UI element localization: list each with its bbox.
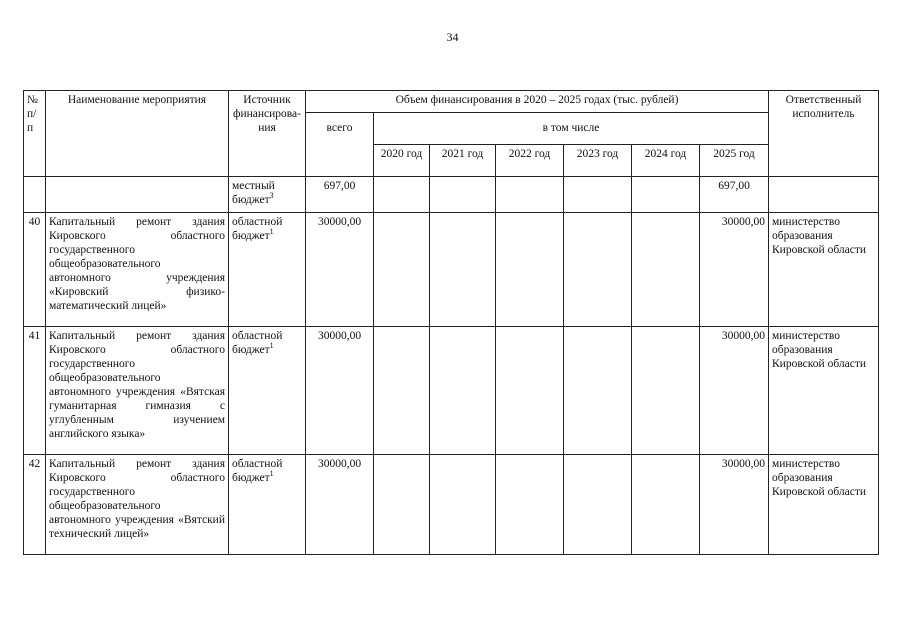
row-y2024: [632, 213, 700, 327]
row-y2020: [374, 177, 430, 213]
row-y2022: [496, 455, 564, 555]
row-num: 40: [24, 213, 46, 327]
header-row-1: [24, 91, 879, 113]
row-num: 42: [24, 455, 46, 555]
row-y2021: [430, 455, 496, 555]
header-year-2022: 2022 год: [496, 145, 564, 177]
row-y2024: [632, 455, 700, 555]
row-y2025: 697,00: [700, 177, 769, 213]
row-y2024: [632, 177, 700, 213]
row-total: 30000,00: [306, 213, 374, 327]
row-total: 30000,00: [306, 327, 374, 455]
header-name: Наименование мероприятия: [46, 91, 229, 177]
header-total: всего: [306, 113, 374, 177]
page-number: 34: [446, 30, 459, 44]
row-name: Капитальный ремонт здания Кировского областного государственного общеобразовательного автономного учреждения «Вятская гуманитарная гимназия с углубленным изучением английского языка»: [46, 327, 229, 455]
financing-table: [23, 90, 879, 555]
row-source: областной бюджет$^1$: [229, 327, 306, 455]
row-num: [24, 177, 46, 213]
row-y2025: 30000,00: [700, 455, 769, 555]
row-y2023: [564, 327, 632, 455]
row-num: 41: [24, 327, 46, 455]
row-source: областной бюджет$^1$: [229, 213, 306, 327]
row-y2024: [632, 327, 700, 455]
row-y2020: [374, 455, 430, 555]
row-y2022: [496, 327, 564, 455]
row-y2020: [374, 327, 430, 455]
header-year-2021: 2021 год: [430, 145, 496, 177]
table-row: [24, 177, 879, 213]
row-y2023: [564, 213, 632, 327]
row-y2022: [496, 213, 564, 327]
header-year-2020: 2020 год: [374, 145, 430, 177]
row-y2025: 30000,00: [700, 327, 769, 455]
header-num: № п/п: [24, 91, 46, 177]
row-source: областной бюджет$^1$: [229, 455, 306, 555]
header-including: в том числе: [374, 113, 769, 145]
header-funding: Объем финансирования в 2020 – 2025 годах (тыс. рублей): [306, 91, 769, 113]
row-responsible: министерство образования Кировской области: [769, 213, 879, 327]
header-responsible: Ответственный исполнитель: [769, 91, 879, 177]
row-name: Капитальный ремонт здания Кировского областного государственного общеобразовательного автономного учреждения «Вятский технический лицей»: [46, 455, 229, 555]
header-year-2024: 2024 год: [632, 145, 700, 177]
row-y2025: 30000,00: [700, 213, 769, 327]
header-year-2023: 2023 год: [564, 145, 632, 177]
row-name: [46, 177, 229, 213]
row-y2022: [496, 177, 564, 213]
table-row: [24, 327, 879, 455]
row-y2021: [430, 177, 496, 213]
row-source: местный бюджет$^3$: [229, 177, 306, 213]
row-name: Капитальный ремонт здания Кировского областного государственного общеобразовательного автономного учреждения «Кировский физико-математический лицей»: [46, 213, 229, 327]
row-y2023: [564, 177, 632, 213]
row-y2021: [430, 327, 496, 455]
table-row: [24, 213, 879, 327]
row-y2020: [374, 213, 430, 327]
row-total: 30000,00: [306, 455, 374, 555]
header-source: Источник финансирова-ния: [229, 91, 306, 177]
table-row: [24, 455, 879, 555]
row-responsible: министерство образования Кировской области: [769, 327, 879, 455]
row-y2021: [430, 213, 496, 327]
row-y2023: [564, 455, 632, 555]
row-responsible: [769, 177, 879, 213]
row-responsible: министерство образования Кировской области: [769, 455, 879, 555]
header-year-2025: 2025 год: [700, 145, 769, 177]
row-total: 697,00: [306, 177, 374, 213]
